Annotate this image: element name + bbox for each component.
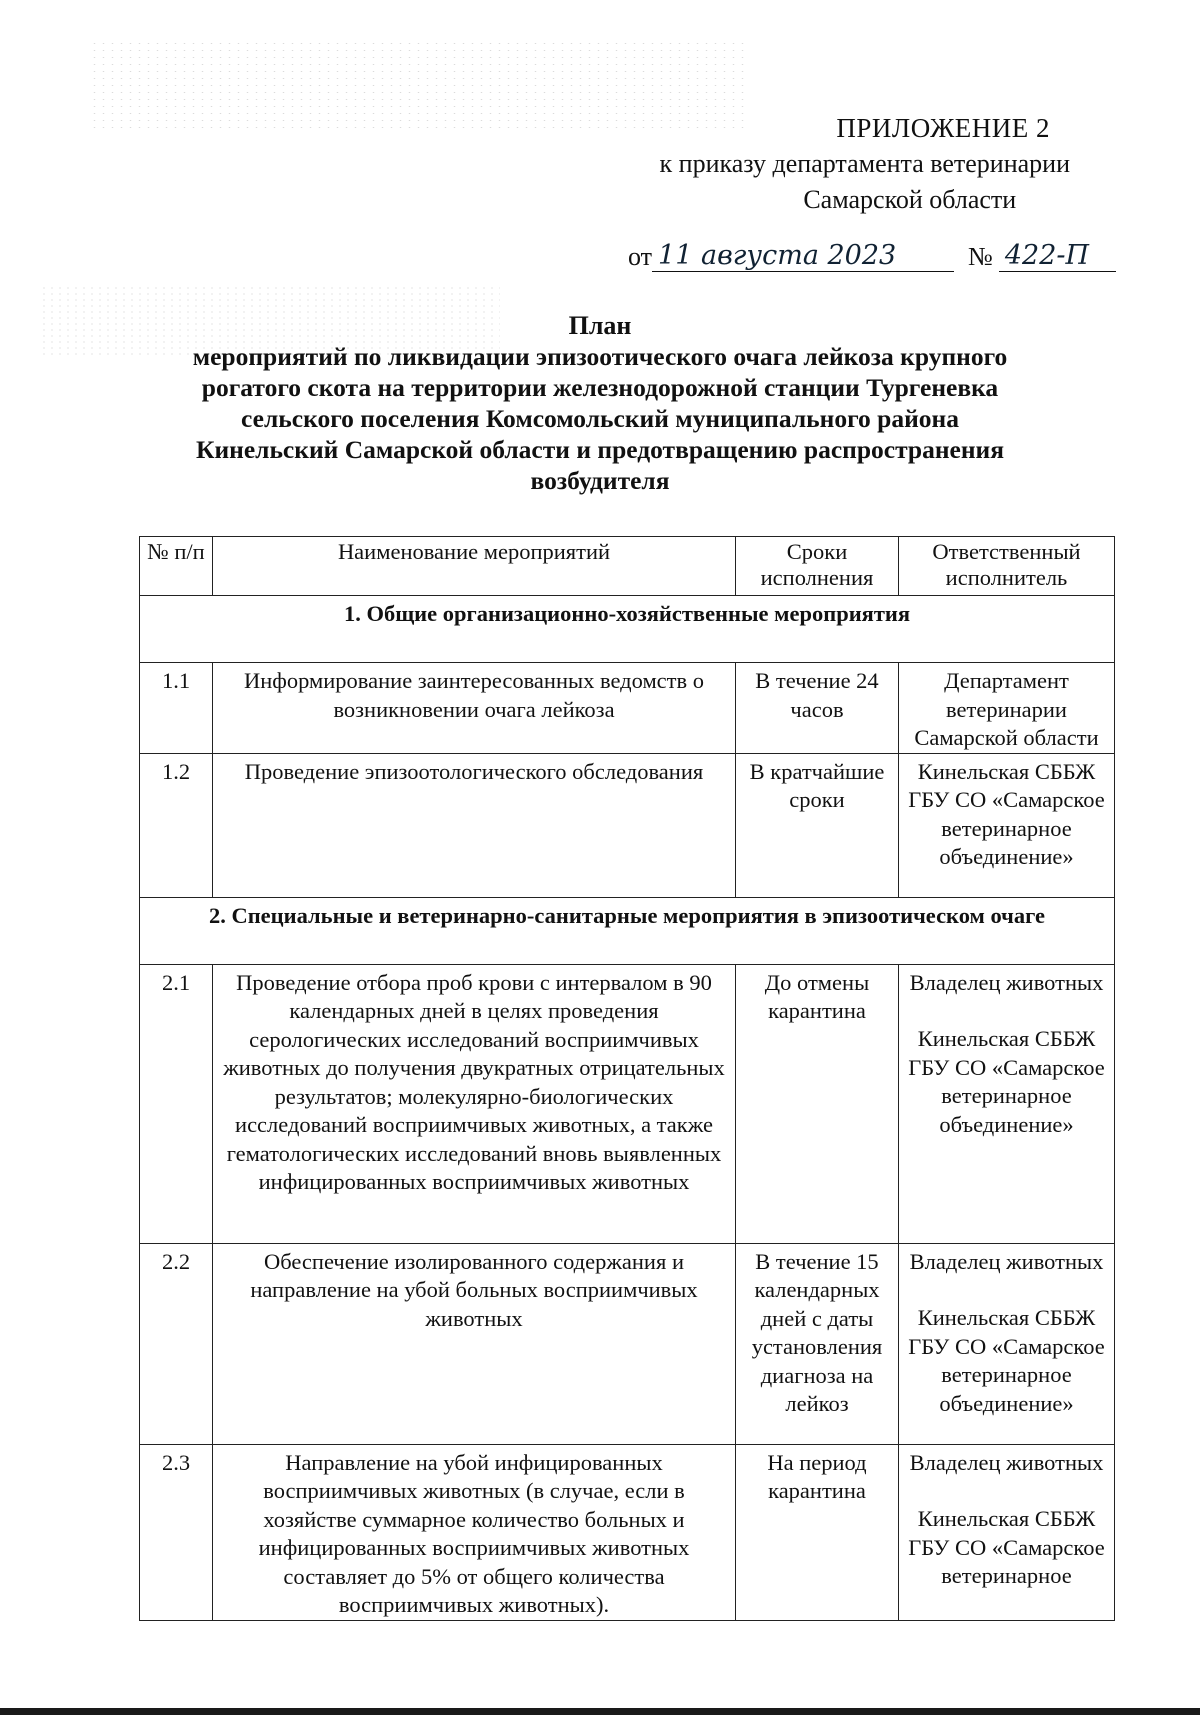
row-responsible: Департамент ветеринарии Самарской области <box>899 663 1115 754</box>
plan-subtitle-line: мероприятий по ликвидации эпизоотического очага лейкоза крупного <box>192 342 1008 371</box>
table-row <box>140 663 1115 754</box>
plan-table <box>139 536 1115 1621</box>
row-num: 1.2 <box>140 753 213 897</box>
section-title-1: 1. Общие организационно-хозяйственные мероприятия <box>140 596 1115 663</box>
row-term: В кратчайшие сроки <box>736 753 899 897</box>
row-num: 2.2 <box>140 1243 213 1444</box>
row-name: Проведение отбора проб крови с интервалом в 90 календарных дней в целях проведения серологических исследований восприимчивых животных до получения двукратных отрицательных результатов; молекулярно-биологических исследований восприимчивых животных, а также гематологических исследований вновь выявленных инфицированных восприимчивых животных <box>213 964 736 1243</box>
plan-subtitle-line: рогатого скота на территории железнодорожной станции Тургеневка <box>201 373 999 402</box>
row-responsible-cell <box>899 1444 1115 1620</box>
row-name: Обеспечение изолированного содержания и направление на убой больных восприимчивых животных <box>213 1243 736 1444</box>
row-responsible-owner: Владелец животных <box>909 969 1104 995</box>
header-responsible: Ответственный исполнитель <box>899 537 1115 596</box>
order-from-label: от <box>628 242 653 271</box>
row-term: До отмены карантина <box>736 964 899 1243</box>
section-row-2 <box>140 897 1115 964</box>
plan-heading: План <box>568 311 632 340</box>
row-responsible: Кинельская СББЖ ГБУ СО «Самарское ветеринарное объединение» <box>908 1026 1105 1137</box>
header-num: № п/п <box>140 537 213 596</box>
table-row <box>140 1444 1115 1620</box>
row-responsible-owner: Владелец животных <box>909 1449 1104 1475</box>
table-row <box>140 753 1115 897</box>
plan-subtitle-line: возбудителя <box>530 466 670 495</box>
header-term: Сроки исполнения <box>736 537 899 596</box>
scan-noise-top <box>90 40 750 130</box>
row-num: 2.3 <box>140 1444 213 1620</box>
appendix-title: ПРИЛОЖЕНИЕ 2 <box>836 113 1050 143</box>
appendix-header <box>660 110 1070 218</box>
header-name: Наименование мероприятий <box>213 537 736 596</box>
row-term: В течение 15 календарных дней с даты установления диагноза на лейкоз <box>736 1243 899 1444</box>
row-name: Направление на убой инфицированных восприимчивых животных (в случае, если в хозяйстве суммарное количество больных и инфицированных восприимчивых животных составляет до 5% от общего количества восприимчивых животных). <box>213 1444 736 1620</box>
order-number-handwritten: 422-П <box>999 240 1116 272</box>
plan-title <box>150 310 1050 496</box>
scan-bottom-edge <box>0 1708 1200 1715</box>
row-num: 1.1 <box>140 663 213 754</box>
row-name: Информирование заинтересованных ведомств о возникновении очага лейкоза <box>213 663 736 754</box>
section-row-1 <box>140 596 1115 663</box>
row-term: На период карантина <box>736 1444 899 1620</box>
row-responsible-cell <box>899 1243 1115 1444</box>
row-responsible-cell <box>899 964 1115 1243</box>
row-responsible: Кинельская СББЖ ГБУ СО «Самарское ветеринарное объединение» <box>908 1305 1105 1416</box>
row-responsible: Кинельская СББЖ ГБУ СО «Самарское ветеринарное объединение» <box>899 753 1115 897</box>
row-term: В течение 24 часов <box>736 663 899 754</box>
table-row <box>140 1243 1115 1444</box>
plan-subtitle-line: сельского поселения Комсомольский муниципального района <box>241 404 959 433</box>
appendix-line2: Самарской области <box>803 185 1017 214</box>
row-responsible-owner: Владелец животных <box>909 1248 1104 1274</box>
order-date-handwritten: 11 августа 2023 <box>652 240 954 272</box>
order-number-label: № <box>968 242 993 271</box>
appendix-line1: к приказу департамента ветеринарии <box>659 149 1070 178</box>
spacer <box>905 1276 1108 1304</box>
order-reference <box>628 240 1116 272</box>
spacer <box>905 997 1108 1025</box>
plan-subtitle-line: Кинельский Самарской области и предотвращению распространения <box>195 435 1005 464</box>
row-num: 2.1 <box>140 964 213 1243</box>
row-name: Проведение эпизоотологического обследования <box>213 753 736 897</box>
row-responsible: Кинельская СББЖ ГБУ СО «Самарское ветеринарное <box>908 1506 1105 1588</box>
table-header-row <box>140 537 1115 596</box>
table-row <box>140 964 1115 1243</box>
spacer <box>905 1477 1108 1505</box>
section-title-2: 2. Специальные и ветеринарно-санитарные мероприятия в эпизоотическом очаге <box>140 897 1115 964</box>
